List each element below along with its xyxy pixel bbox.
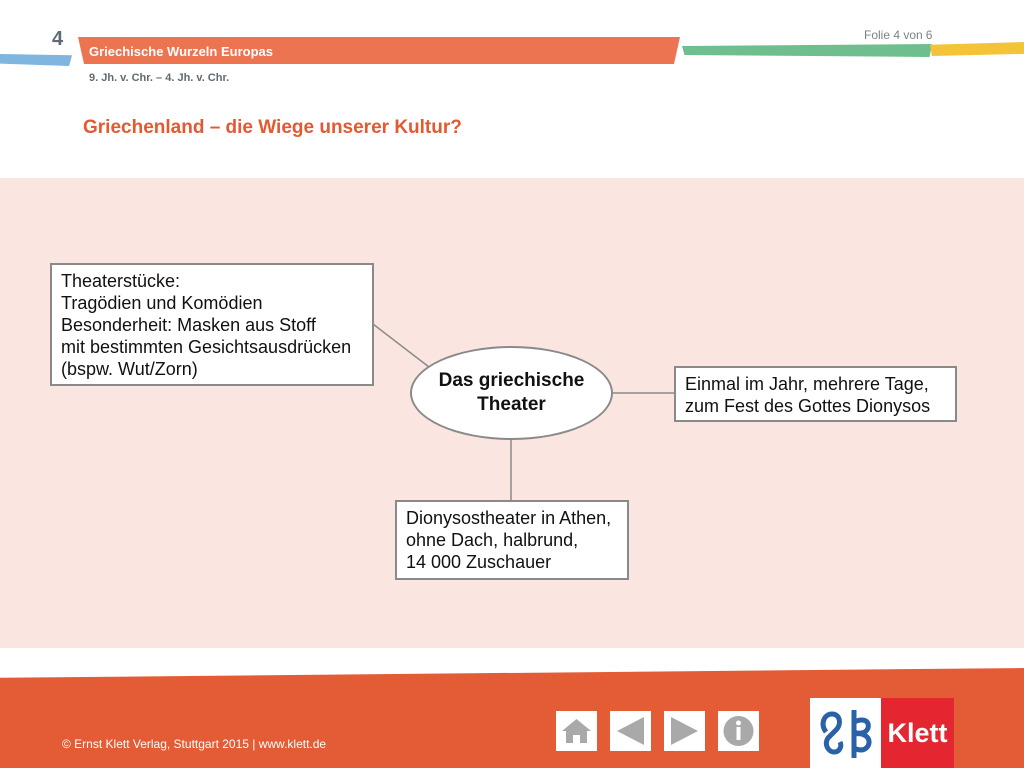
box-text-line: Dionysostheater in Athen, <box>406 508 612 528</box>
central-topic-line: Theater <box>477 394 546 415</box>
chapter-title: Griechische Wurzeln Europas <box>89 44 273 59</box>
copyright-text: © Ernst Klett Verlag, Stuttgart 2015 | www.klett.de <box>62 737 327 751</box>
slide-title: Griechenland – die Wiege unserer Kultur? <box>83 117 462 138</box>
central-topic-line: Das griechische <box>438 370 585 391</box>
box-text-line: Theaterstücke: <box>61 271 181 291</box>
previous-slide-button[interactable] <box>610 711 651 751</box>
slide-counter-total: 6 <box>925 28 933 42</box>
box-text-line: ohne Dach, halbrund, <box>406 530 579 550</box>
klett-logo-text: Klett <box>887 718 948 748</box>
box-text-line: Besonderheit: Masken aus Stoff <box>61 315 316 335</box>
home-button[interactable] <box>556 711 597 751</box>
box-text-line: 14 000 Zuschauer <box>406 552 552 572</box>
box-text-line: Einmal im Jahr, mehrere Tage, <box>685 374 929 394</box>
home-icon <box>556 711 597 751</box>
box-location <box>395 500 629 580</box>
arrow-right-icon <box>664 711 705 751</box>
box-text-line: zum Fest des Gottes Dionysos <box>685 396 931 416</box>
arrow-left-icon <box>610 711 651 751</box>
info-button[interactable] <box>718 711 759 751</box>
central-topic-ellipse <box>410 346 613 440</box>
box-theater-plays <box>50 263 374 386</box>
slide-counter-label: Folie 4 von <box>864 28 923 42</box>
box-text-line: Tragödien und Komödien <box>61 293 263 313</box>
box-text-line: mit bestimmten Gesichtsausdrücken <box>61 337 352 357</box>
connector-plays <box>373 324 429 367</box>
next-slide-button[interactable] <box>664 711 705 751</box>
box-festival <box>674 366 957 422</box>
box-text-line: (bspw. Wut/Zorn) <box>61 359 198 379</box>
chapter-number: 4 <box>52 28 64 50</box>
klett-emblem-icon <box>818 704 876 764</box>
info-icon <box>718 711 759 751</box>
time-period: 9. Jh. v. Chr. – 4. Jh. v. Chr. <box>89 72 230 84</box>
